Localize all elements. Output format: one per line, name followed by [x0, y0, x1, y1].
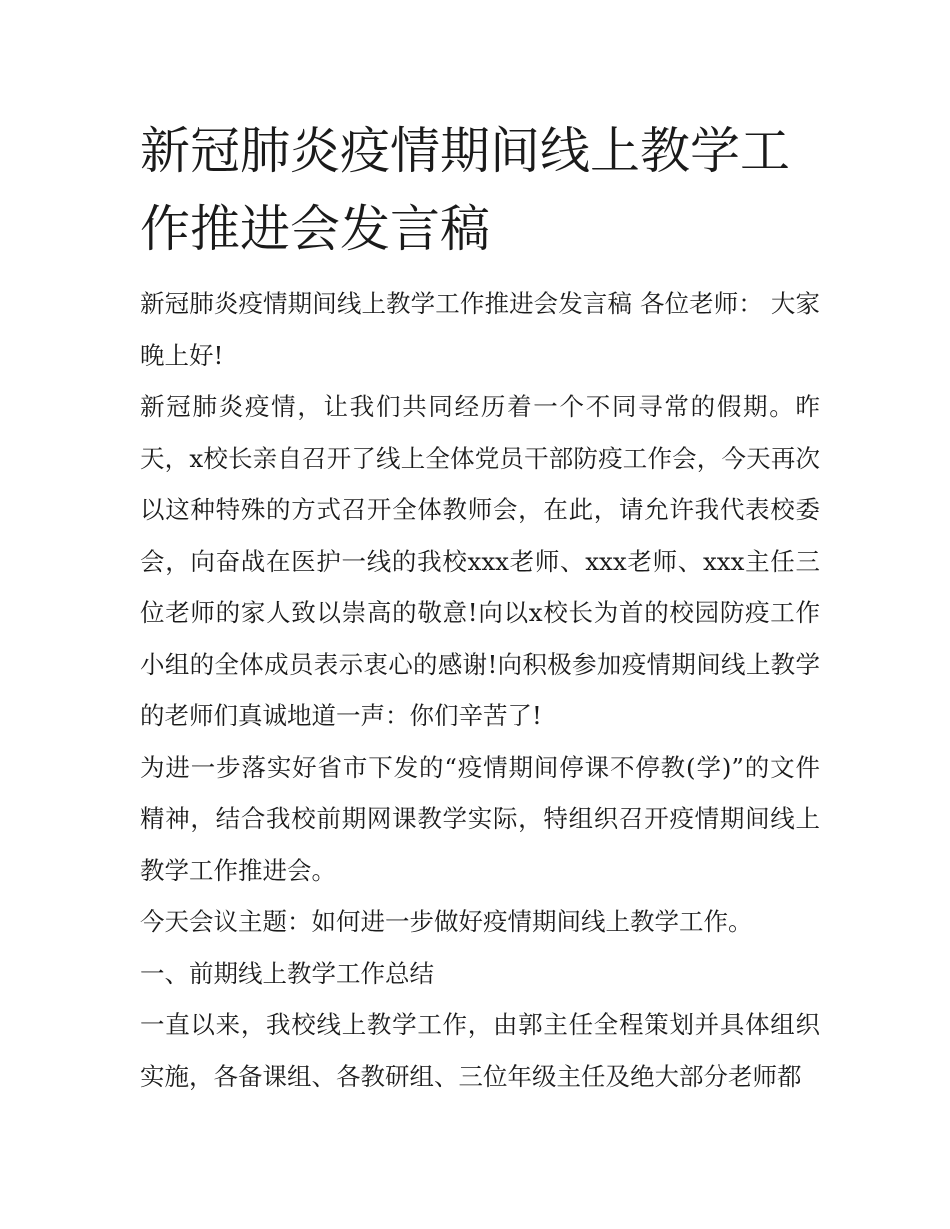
paragraph-purpose: 为进一步落实好省市下发的“疫情期间停课不停教(学)”的文件精神，结合我校前期网课教学实际，特组织召开疫情期间线上教学工作推进会。 — [140, 752, 820, 885]
document-title: 新冠肺炎疫情期间线上教学工作推进会发言稿 — [140, 122, 790, 258]
paragraph-theme: 今天会议主题：如何进一步做好疫情期间线上教学工作。 — [140, 907, 753, 936]
paragraph-greeting: 新冠肺炎疫情期间线上教学工作推进会发言稿 各位老师： 大家晚上好! — [140, 289, 820, 370]
paragraph-summary: 一直以来，我校线上教学工作，由郭主任全程策划并具体组织实施，各备课组、各教研组、三位年级主任及绝大部分老师都 — [140, 1010, 820, 1091]
document-body — [140, 278, 820, 1102]
section-heading-summary: 一、前期线上教学工作总结 — [140, 958, 434, 988]
paragraph-opening: 新冠肺炎疫情，让我们共同经历着一个不同寻常的假期。昨天，x校长亲自召开了线上全体党员干部防疫工作会，今天再次以这种特殊的方式召开全体教师会，在此，请允许我代表校委会，向奋战在医护一线的我校xxx老师、xxx老师、xxx主任三位老师的家人致以崇高的敬意!向以x校长为首的校园防疫工作小组的全体成员表示衷心的感谢!向积极参加疫情期间线上教学的老师们真诚地道一声：你们辛苦了! — [140, 392, 820, 730]
